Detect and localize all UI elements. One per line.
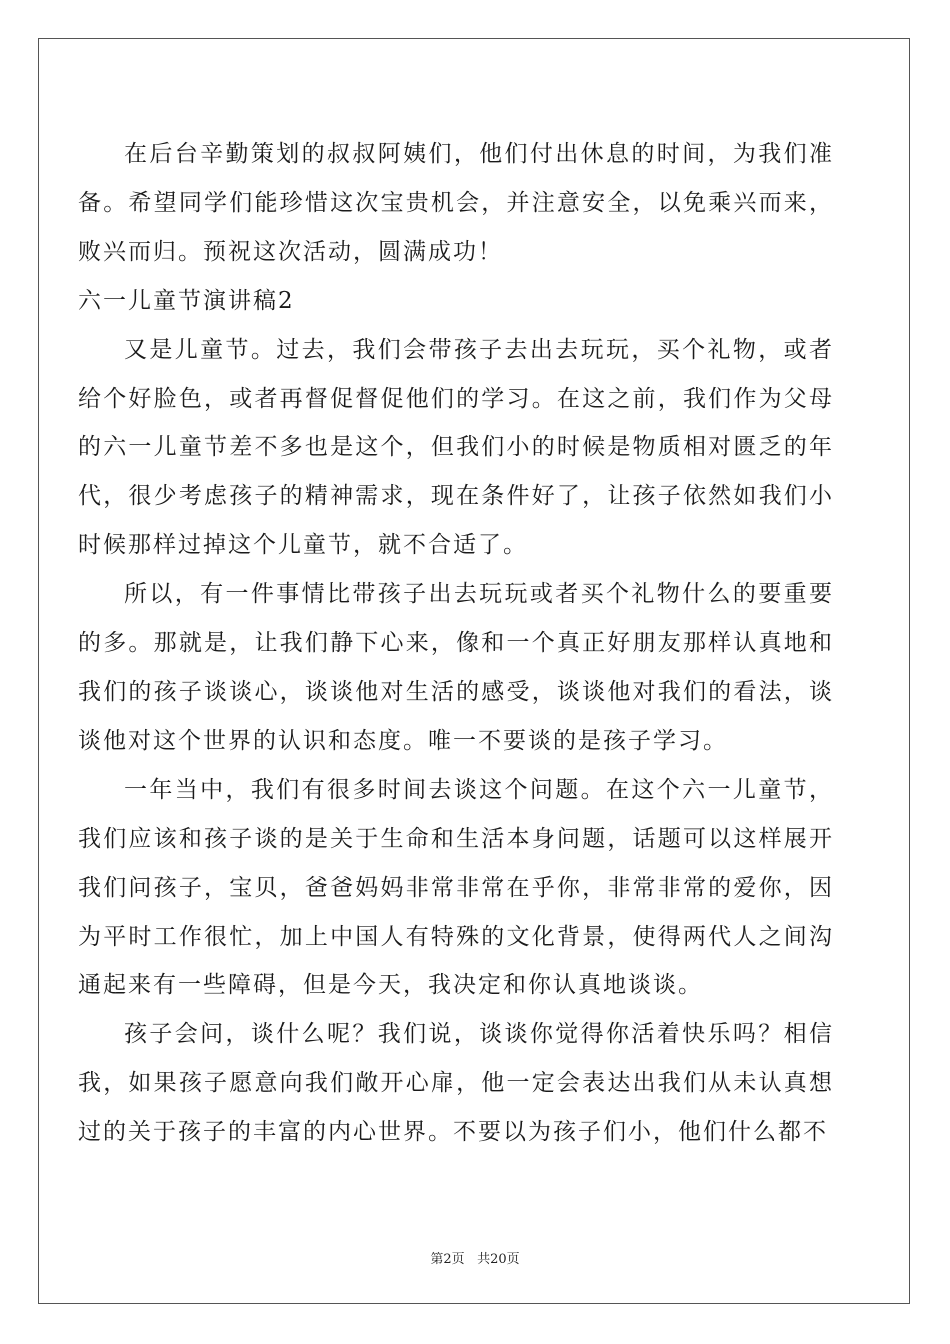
page-total: 共20页 bbox=[477, 1252, 520, 1267]
paragraph-1: 在后台辛勤策划的叔叔阿姨们，他们付出休息的时间，为我们准备。希望同学们能珍惜这次宝贵机会，并注意安全，以免乘兴而来，败兴而归。预祝这次活动，圆满成功！ bbox=[78, 141, 834, 265]
paragraph-4: 一年当中，我们有很多时间去谈这个问题。在这个六一儿童节，我们应该和孩子谈的是关于生命和生活本身问题，话题可以这样展开我们问孩子，宝贝，爸爸妈妈非常非常在乎你，非常非常的爱你，因为平时工作很忙，加上中国人有特殊的文化背景，使得两代人之间沟通起来有一些障碍，但是今天，我决定和你认真地谈谈。 bbox=[78, 776, 834, 999]
page-footer bbox=[0, 1248, 950, 1267]
section-heading: 六一儿童节演讲稿2 bbox=[78, 287, 295, 314]
paragraph-3: 所以，有一件事情比带孩子出去玩玩或者买个礼物什么的要重要的多。那就是，让我们静下心来，像和一个真正好朋友那样认真地和我们的孩子谈谈心，谈谈他对生活的感受，谈谈他对我们的看法，谈谈他对这个世界的认识和态度。唯一不要谈的是孩子学习。 bbox=[78, 581, 834, 754]
page-number: 第2页 bbox=[430, 1252, 465, 1267]
paragraph-5: 孩子会问，谈什么呢？我们说，谈谈你觉得你活着快乐吗？相信我，如果孩子愿意向我们敞开心扉，他一定会表达出我们从未认真想过的关于孩子的丰富的内心世界。不要以为孩子们小，他们什么都不 bbox=[78, 1021, 834, 1146]
paragraph-2: 又是儿童节。过去，我们会带孩子去出去玩玩，买个礼物，或者给个好脸色，或者再督促督促他们的学习。在这之前，我们作为父母的六一儿童节差不多也是这个，但我们小的时候是物质相对匮乏的年代，很少考虑孩子的精神需求，现在条件好了，让孩子依然如我们小时候那样过掉这个儿童节，就不合适了。 bbox=[78, 336, 834, 559]
document-body bbox=[78, 130, 834, 1157]
